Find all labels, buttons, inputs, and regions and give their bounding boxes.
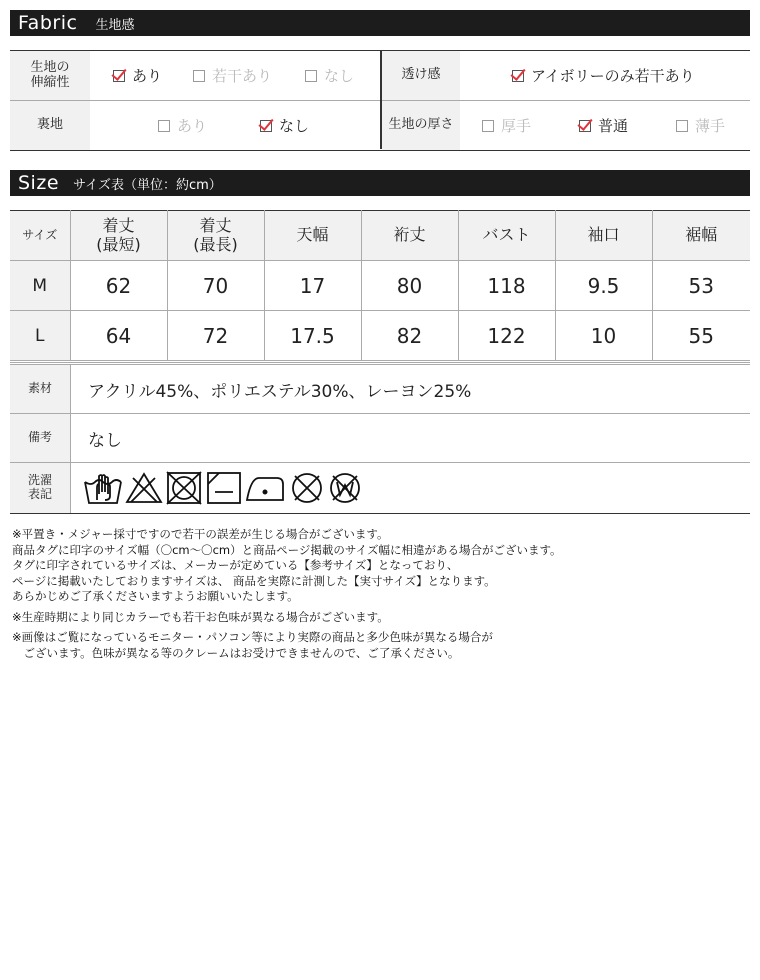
note-line: ※平置き・メジャー採寸ですので若干の誤差が生じる場合がございます。 bbox=[12, 527, 389, 541]
column-header bbox=[167, 211, 264, 261]
note-line: 商品タグに印字のサイズ幅（〇cm〜〇cm）と商品ページ掲載のサイズ幅に相違がある場合がございます。 bbox=[12, 542, 562, 557]
lining-label bbox=[10, 101, 90, 150]
size-title: Size bbox=[18, 172, 60, 194]
notes bbox=[12, 527, 748, 661]
column-header: 袖口 bbox=[555, 211, 652, 261]
option-text: 厚手 bbox=[501, 117, 532, 135]
thickness-option-thick[interactable] bbox=[482, 101, 531, 150]
table-cell: 9.5 bbox=[555, 261, 652, 311]
note-line: タグに印字されているサイズは、メーカーが定めている【参考サイズ】となっており、 bbox=[12, 558, 459, 572]
column-divider bbox=[380, 51, 382, 149]
material-row bbox=[10, 365, 750, 414]
stretch-label-line2: 伸縮性 bbox=[30, 74, 70, 90]
lining-option-ari[interactable] bbox=[158, 101, 207, 150]
column-header: バスト bbox=[458, 211, 555, 261]
hand-wash-icon bbox=[83, 470, 123, 506]
table-cell: 122 bbox=[458, 311, 555, 361]
table-cell: 118 bbox=[458, 261, 555, 311]
table-cell: 17 bbox=[264, 261, 361, 311]
note-line: ページに掲載いたしておりますサイズは、 商品を実際に計測した【実寸サイズ】となります。 bbox=[12, 573, 496, 588]
thickness-label bbox=[382, 101, 460, 150]
size-label: M bbox=[10, 261, 70, 311]
note-line: ※生産時期により同じカラーでも若干お色味が異なる場合がございます。 bbox=[12, 609, 389, 624]
table-cell: 72 bbox=[167, 311, 264, 361]
option-text: あり bbox=[132, 67, 163, 85]
checkbox-icon[interactable] bbox=[193, 70, 205, 82]
size-table bbox=[10, 210, 750, 361]
note-line: ございます。色味が異なる等のクレームはお受けできませんので、ご了承ください。 bbox=[12, 645, 460, 660]
option-text: 薄手 bbox=[695, 117, 726, 135]
checkbox-icon[interactable] bbox=[482, 120, 494, 132]
sheer-label-text: 透け感 bbox=[401, 67, 441, 83]
table-cell: 70 bbox=[167, 261, 264, 311]
stretch-label bbox=[10, 51, 90, 100]
thickness-option-normal[interactable] bbox=[579, 101, 628, 150]
table-cell: 62 bbox=[70, 261, 167, 311]
lining-option-nashi[interactable] bbox=[260, 101, 309, 150]
column-header: 裄丈 bbox=[361, 211, 458, 261]
care-label-line1: 洗濯 bbox=[27, 473, 52, 488]
lining-label-text: 裏地 bbox=[36, 117, 63, 133]
size-table-header-row bbox=[10, 211, 750, 261]
checkbox-checked-icon[interactable] bbox=[579, 120, 591, 132]
table-cell: 80 bbox=[361, 261, 458, 311]
note-line: ※画像はご覧になっているモニター・パソコン等により実際の商品と多少色味が異なる場合が bbox=[12, 630, 493, 644]
no-dry-clean-icon bbox=[289, 470, 325, 506]
column-header: 天幅 bbox=[264, 211, 361, 261]
option-text: 若干あり bbox=[212, 67, 273, 85]
fabric-table bbox=[10, 50, 750, 151]
remarks-value: なし bbox=[88, 430, 122, 451]
iron-low-icon bbox=[245, 470, 287, 506]
checkbox-icon[interactable] bbox=[676, 120, 688, 132]
size-header bbox=[10, 170, 750, 196]
option-text: あり bbox=[177, 117, 208, 135]
fabric-subtitle: 生地感 bbox=[95, 17, 135, 33]
column-header-line1: 着丈 bbox=[102, 216, 135, 236]
table-cell: 64 bbox=[70, 311, 167, 361]
material-value: アクリル45%、ポリエステル30%、レーヨン25% bbox=[88, 381, 472, 402]
checkbox-checked-icon[interactable] bbox=[260, 120, 272, 132]
table-cell: 17.5 bbox=[264, 311, 361, 361]
line-dry-shade-icon bbox=[205, 470, 243, 506]
no-tumble-dry-icon bbox=[165, 470, 203, 506]
note-line: あらかじめご了承くださいますようお願いいたします。 bbox=[12, 589, 299, 603]
table-cell: 53 bbox=[652, 261, 750, 311]
no-bleach-icon bbox=[125, 470, 163, 506]
column-header-line1: 着丈 bbox=[199, 216, 232, 236]
table-cell: 55 bbox=[652, 311, 750, 361]
care-label-line2: 表記 bbox=[27, 487, 52, 501]
table-cell: 82 bbox=[361, 311, 458, 361]
material-label: 素材 bbox=[10, 365, 71, 413]
checkbox-icon[interactable] bbox=[158, 120, 170, 132]
table-cell: 10 bbox=[555, 311, 652, 361]
size-label: L bbox=[10, 311, 70, 361]
checkbox-checked-icon[interactable] bbox=[512, 70, 524, 82]
column-header: 裾幅 bbox=[652, 211, 750, 261]
stretch-option-ari[interactable] bbox=[113, 51, 162, 100]
table-row bbox=[10, 261, 750, 311]
option-text: なし bbox=[279, 117, 310, 135]
thickness-label-text: 生地の厚さ bbox=[388, 117, 454, 133]
size-subtitle: サイズ表（単位：約cm） bbox=[73, 177, 222, 193]
option-text: アイボリーのみ若干あり bbox=[531, 67, 695, 85]
thickness-option-thin[interactable] bbox=[676, 101, 725, 150]
sheer-label bbox=[382, 51, 460, 100]
column-header-line2: (最長) bbox=[193, 234, 238, 254]
sheer-option[interactable] bbox=[512, 51, 695, 100]
care-label bbox=[10, 463, 71, 513]
checkbox-icon[interactable] bbox=[305, 70, 317, 82]
stretch-option-jakkan[interactable] bbox=[193, 51, 272, 100]
remarks-row bbox=[10, 414, 750, 463]
fabric-header bbox=[10, 10, 750, 36]
size-corner-label: サイズ bbox=[10, 211, 70, 261]
table-row bbox=[10, 311, 750, 361]
stretch-option-nashi[interactable] bbox=[305, 51, 354, 100]
care-row bbox=[10, 463, 750, 513]
stretch-label-line1: 生地の bbox=[30, 59, 70, 75]
no-wet-clean-icon bbox=[327, 470, 363, 506]
care-icons bbox=[71, 463, 363, 513]
remarks-label: 備考 bbox=[10, 414, 71, 462]
column-header-line2: (最短) bbox=[96, 234, 141, 254]
option-text: 普通 bbox=[598, 117, 629, 135]
fabric-title: Fabric bbox=[18, 12, 78, 34]
option-text: なし bbox=[324, 67, 355, 85]
info-table bbox=[10, 362, 750, 514]
checkbox-checked-icon[interactable] bbox=[113, 70, 125, 82]
column-header bbox=[70, 211, 167, 261]
